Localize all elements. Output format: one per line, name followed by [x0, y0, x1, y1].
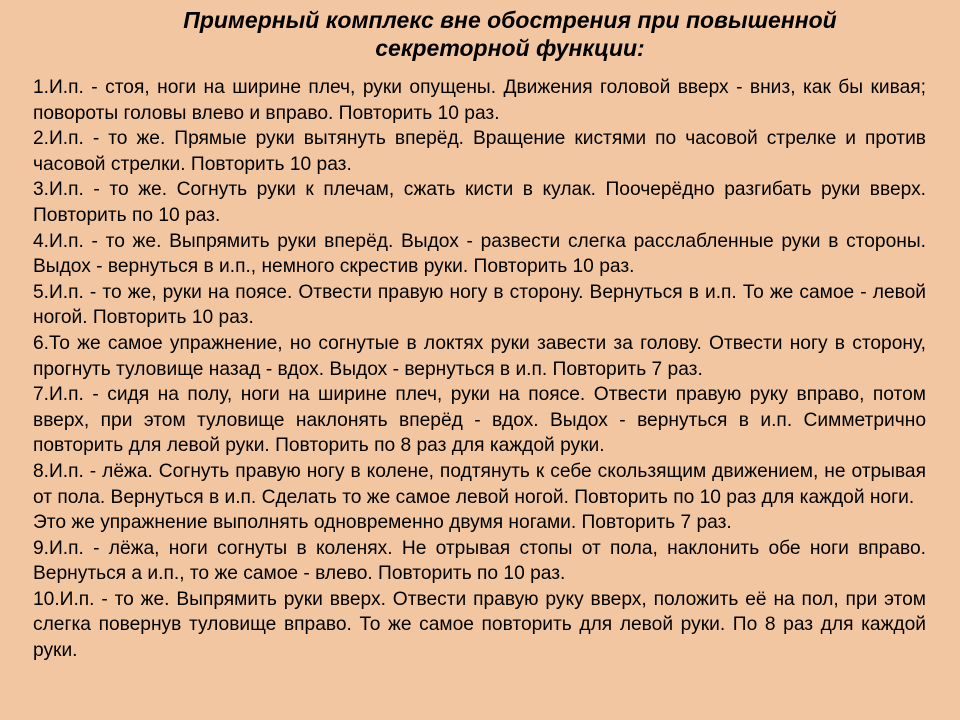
exercise-5: 5.И.п. - то же, руки на поясе. Отвести правую ногу в сторону. Вернуться в и.п. То же самое - левой ногой. Повторить 10 раз. — [33, 281, 926, 329]
title-line-1: Примерный комплекс вне обострения при повышенной — [183, 7, 837, 33]
exercise-6: 6.То же самое упражнение, но согнутые в локтях руки завести за голову. Отвести ногу в сторону, прогнуть туловище назад - вдох. Выдох - вернуться в и.п. Повторить 7 раз. — [33, 332, 926, 380]
exercise-2: 2.И.п. - то же. Прямые руки вытянуть вперёд. Вращение кистями по часовой стрелке и против часовой стрелки. Повторить 10 раз. — [33, 128, 926, 175]
slide-title — [120, 6, 900, 62]
exercise-9: 9.И.п. - лёжа, ноги согнуты в коленях. Не отрывая стопы от пола, наклонить обе ноги вправо. Вернуться а и.п., то же самое - влево. Повторить по 10 раз. — [33, 537, 926, 585]
exercise-1: 1.И.п. - стоя, ноги на ширине плеч, руки опущены. Движения головой вверх - вниз, как бы кивая; повороты головы влево и вправо. Повторить 10 раз. — [33, 77, 926, 124]
exercise-8-variant: Это же упражнение выполнять одновременно двумя ногами. Повторить 7 раз. — [33, 512, 732, 534]
exercise-list — [33, 75, 926, 664]
exercise-7: 7.И.п. - сидя на полу, ноги на ширине плеч, руки на поясе. Отвести правую руку вправо, потом вверх, при этом туловище наклонять вперёд - вдох. Выдох - вернуться в и.п. Симметрично повторить для левой руки. Повторить по 8 раз для каждой руки. — [33, 384, 926, 457]
exercise-8: 8.И.п. - лёжа. Согнуть правую ногу в колене, подтянуть к себе скользящим движением, не отрывая от пола. Вернуться в и.п. Сделать то же самое левой ногой. Повторить по 10 раз для каждой ноги. — [33, 460, 926, 508]
title-line-2: секреторной функции: — [375, 35, 645, 61]
exercise-3: 3.И.п. - то же. Согнуть руки к плечам, сжать кисти в кулак. Поочерёдно разгибать руки вверх. Повторить по 10 раз. — [33, 179, 926, 226]
exercise-4: 4.И.п. - то же. Выпрямить руки вперёд. Выдох - развести слегка расслабленные руки в стороны. Выдох - вернуться в и.п., немного скрестив руки. Повторить 10 раз. — [33, 230, 926, 278]
exercise-10: 10.И.п. - то же. Выпрямить руки вверх. Отвести правую руку вверх, положить её на пол, при этом слегка повернув туловище вправо. То же самое повторить для левой руки. По 8 раз для каждой руки. — [33, 588, 926, 662]
